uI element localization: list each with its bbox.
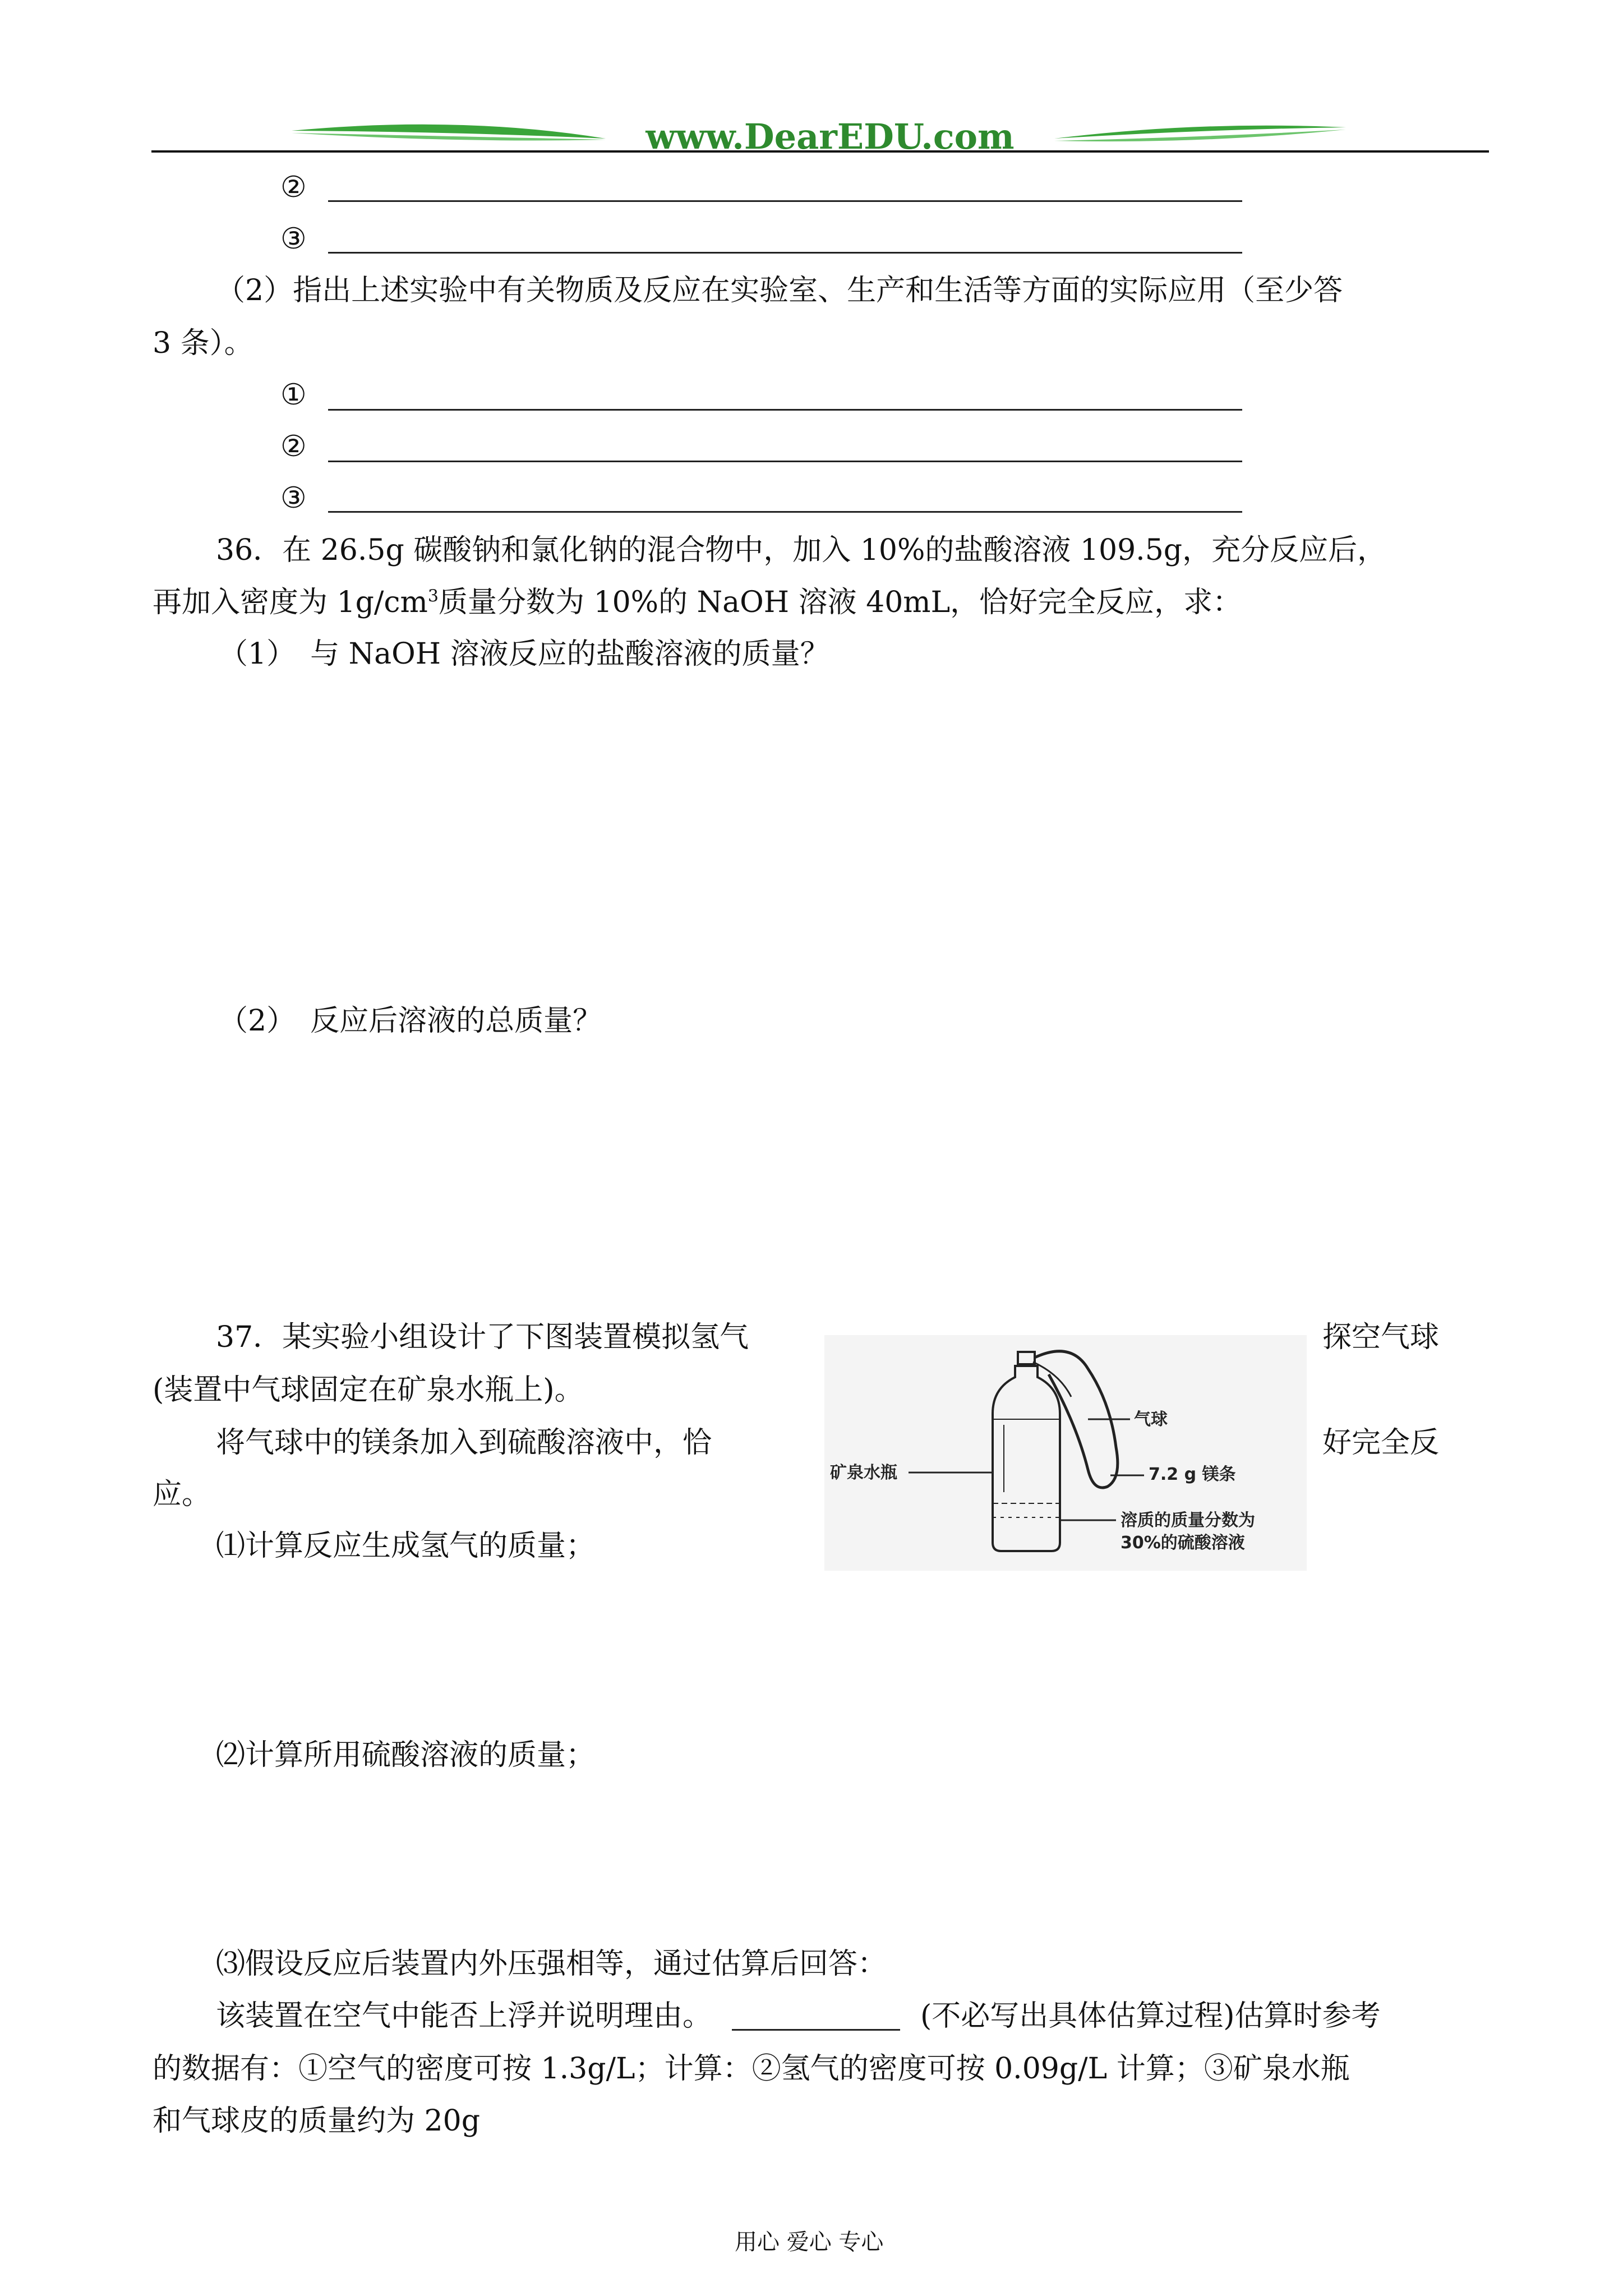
q35-part1-item-3-marker: ③ <box>280 222 307 256</box>
logo-text: www.DearEDU.com <box>645 116 1015 157</box>
q37-line4: 应。 <box>153 1478 211 1511</box>
q35-part2-text-line2: 3 条）。 <box>153 326 253 360</box>
q36-line2 <box>153 588 1242 617</box>
q35-part1-item-3-blank <box>328 252 1242 254</box>
header-rule <box>151 150 1489 153</box>
q37-line1-right: 探空气球 <box>1322 1320 1440 1354</box>
figure-label-bottle: 矿泉水瓶 <box>830 1463 897 1483</box>
q35-part2-text-line1: （2）指出上述实验中有关物质及反应在实验室、生产和生活等方面的实际应用（至少答 <box>216 274 1343 307</box>
q36-subquestion-2: （2） 反应后溶液的总质量？ <box>219 1004 602 1038</box>
q36-line2-post: 质量分数为 10%的 NaOH 溶液 40mL，恰好完全反应，求： <box>438 586 1242 619</box>
q36-line1: 36．在 26.5g 碳酸钠和氯化钠的混合物中，加入 10%的盐酸溶液 109.5g，充分反应后， <box>216 533 1387 567</box>
q35-part2-item-1-marker: ① <box>280 378 307 412</box>
q37-line-a-post: (不必写出具体估算过程)估算时参考 <box>920 1999 1381 2033</box>
page-footer: 用心 爱心 专心 <box>735 2229 884 2255</box>
q37-line3-left: 将气球中的镁条加入到硫酸溶液中，恰 <box>216 1426 712 1460</box>
q37-line-a <box>216 2001 1381 2031</box>
q37-line2: (装置中气球固定在矿泉水瓶上)。 <box>153 1373 584 1407</box>
q35-part2-item-3-marker: ③ <box>280 481 307 515</box>
q35-part1-item-2-marker: ② <box>280 171 307 204</box>
figure-label-balloon: 气球 <box>1134 1410 1168 1429</box>
q35-part2-item-2-blank <box>328 461 1242 462</box>
q35-part2-item-1-blank <box>328 409 1242 411</box>
q36-line2-pre: 再加入密度为 1g/cm <box>153 586 428 619</box>
q36-line2-superscript: 3 <box>427 586 439 606</box>
bottle-balloon-diagram <box>824 1335 1307 1571</box>
q37-line-a-pre: 该装置在空气中能否上浮并说明理由。 <box>216 1999 712 2033</box>
bottle-balloon-figure <box>824 1335 1307 1571</box>
q37-answer-blank <box>732 2003 900 2031</box>
figure-label-solution-1: 溶质的质量分数为 <box>1121 1511 1255 1530</box>
q37-line1-left: 37．某实验小组设计了下图装置模拟氢气 <box>216 1320 749 1354</box>
q37-subquestion-3: ⑶假设反应后装置内外压强相等，通过估算后回答： <box>216 1947 887 1981</box>
figure-label-solution-2: 30%的硫酸溶液 <box>1121 1533 1245 1553</box>
q37-line3-right: 好完全反 <box>1322 1426 1440 1460</box>
q35-part2-item-2-marker: ② <box>280 430 307 463</box>
q37-subquestion-2: ⑵计算所用硫酸溶液的质量； <box>216 1738 596 1772</box>
q36-subquestion-1: （1） 与 NaOH 溶液反应的盐酸溶液的质量？ <box>219 637 829 671</box>
figure-label-mg: 7.2 g 镁条 <box>1149 1465 1236 1484</box>
q35-part1-item-2-blank <box>328 200 1242 202</box>
q37-line-b: 的数据有：①空气的密度可按 1.3g/L；计算：②氢气的密度可按 0.09g/L 计算；③矿泉水瓶 <box>153 2052 1350 2086</box>
q35-part2-item-3-blank <box>328 511 1242 513</box>
q37-subquestion-1: ⑴计算反应生成氢气的质量； <box>216 1529 596 1563</box>
q37-line-c: 和气球皮的质量约为 20g <box>153 2104 480 2138</box>
